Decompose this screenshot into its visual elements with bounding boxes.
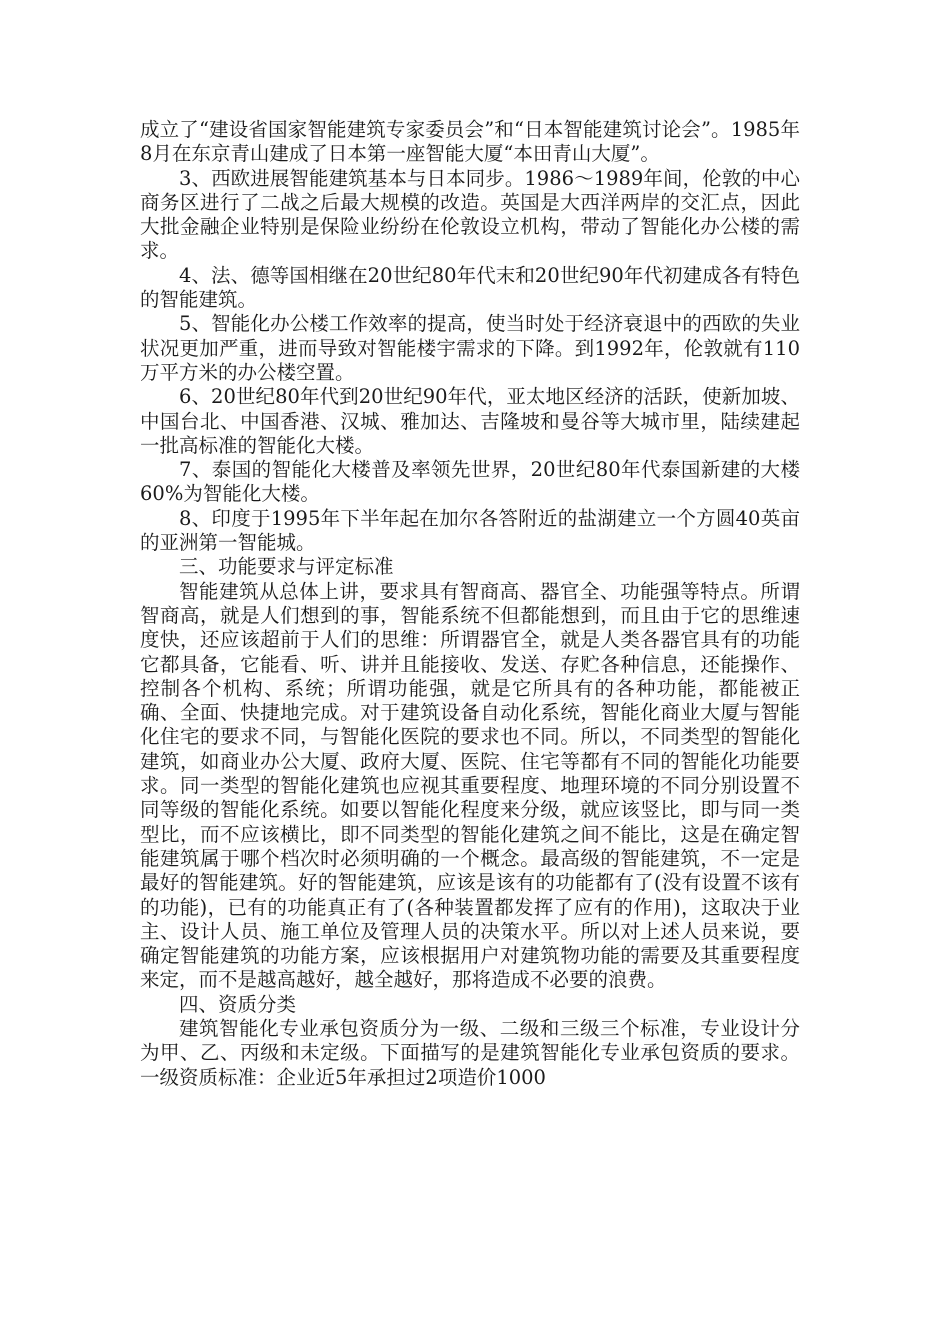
section-heading-3: 三、功能要求与评定标准 (179, 555, 394, 579)
paragraph-item-7: 7、泰国的智能化大楼普及率领先世界，20世纪80年代泰国新建的大楼60%为智能化大楼。 (140, 458, 800, 506)
paragraph-functional-requirements: 智能建筑从总体上讲，要求具有智商高、器官全、功能强等特点。所谓智商高，就是人们想到的事，智能系统不但都能想到，而且由于它的思维速度快，还应该超前于人们的思维：所谓器官全，就是人类各器官具有的功能它都具备，它能看、听、讲并且能接收、发送、存贮各种信息，还能操作、控制各个机构、系统；所谓功能强，就是它所具有的各种功能，都能被正确、全面、快捷地完成。对于建筑设备自动化系统，智能化商业大厦与智能化住宅的要求不同，与智能化医院的要求也不同。所以，不同类型的智能化建筑，如商业办公大厦、政府大厦、医院、住宅等都有不同的智能化功能要求。同一类型的智能化建筑也应视其重要程度、地理环境的不同分别设置不同等级的智能化系统。如要以智能化程度来分级，就应该竖比，即与同一类型比，而不应该横比，即不同类型的智能化建筑之间不能比，这是在确定智能建筑属于哪个档次时必须明确的一个概念。最高级的智能建筑，不一定是最好的智能建筑。好的智能建筑，应该是该有的功能都有了(没有设置不该有的功能)，已有的功能真正有了(各种装置都发挥了应有的作用)，这取决于业主、设计人员、施工单位及管理人员的决策水平。所以对上述人员来说，要确定智能建筑的功能方案，应该根据用户对建筑物功能的需要及其重要程度来定，而不是越高越好，越全越好，那将造成不必要的浪费。 (140, 579, 800, 992)
paragraph-item-5: 5、智能化办公楼工作效率的提高，使当时处于经济衰退中的西欧的失业状况更加严重，进而导致对智能楼宇需求的下降。到1992年，伦敦就有110万平方米的办公楼空置。 (140, 312, 800, 384)
section-heading-4: 四、资质分类 (179, 992, 297, 1016)
paragraph-1: 成立了“建设省国家智能建筑专家委员会”和“日本智能建筑讨论会”。1985年8月在东京青山建成了日本第一座智能大厦“本田青山大厦”。 (140, 118, 800, 166)
paragraph-item-3: 3、西欧进展智能建筑基本与日本同步。1986～1989年间，伦敦的中心商务区进行了二战之后最大规模的改造。英国是大西洋两岸的交汇点，因此大批金融企业特别是保险业纷纷在伦敦设立机构，带动了智能化办公楼的需求。 (140, 166, 800, 263)
paragraph-item-8: 8、印度于1995年下半年起在加尔各答附近的盐湖建立一个方圆40英亩的亚洲第一智能城。 (140, 506, 800, 555)
document-body (140, 118, 800, 1090)
paragraph-qualification: 建筑智能化专业承包资质分为一级、二级和三级三个标准，专业设计分为甲、乙、丙级和未定级。下面描写的是建筑智能化专业承包资质的要求。一级资质标准：企业近5年承担过2项造价1000 (140, 1016, 800, 1089)
paragraph-item-4: 4、法、德等国相继在20世纪80年代末和20世纪90年代初建成各有特色的智能建筑。 (140, 263, 800, 312)
paragraph-item-6: 6、20世纪80年代到20世纪90年代，亚太地区经济的活跃，使新加坡、中国台北、中国香港、汉城、雅加达、吉隆坡和曼谷等大城市里，陆续建起一批高标准的智能化大楼。 (140, 385, 800, 457)
